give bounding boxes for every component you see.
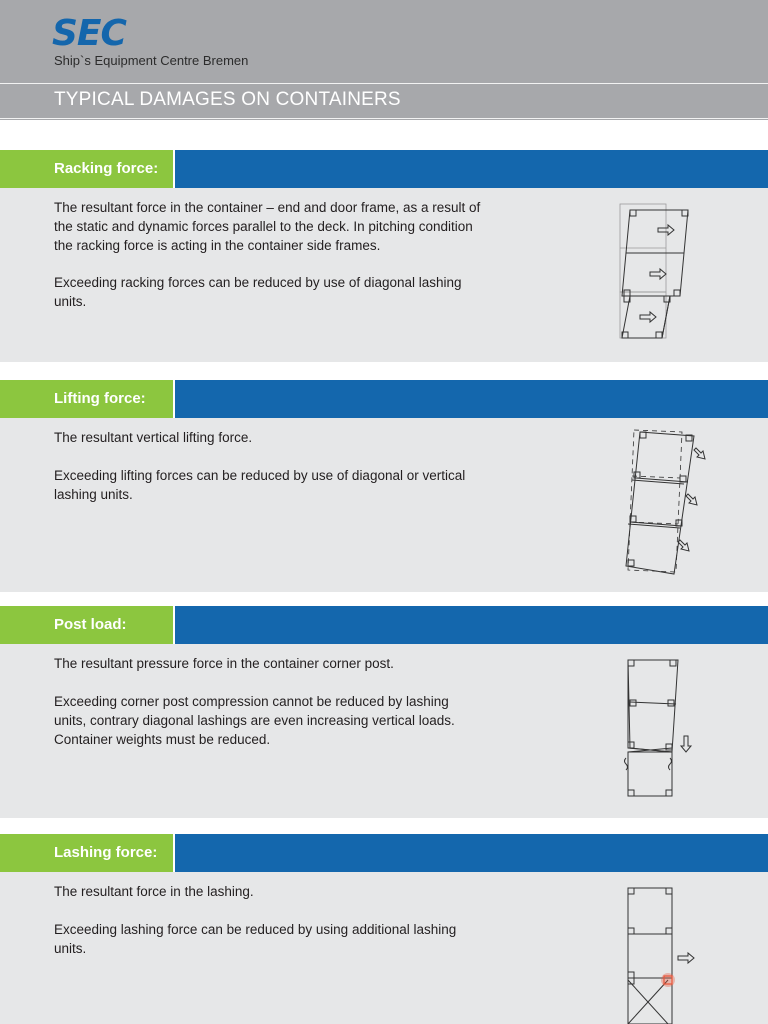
section-paragraph: The resultant force in the lashing. — [54, 884, 254, 899]
section-body — [0, 872, 768, 1024]
section-paragraph: Exceeding lifting forces can be reduced by use of diagonal or vertical lashing units. — [54, 468, 466, 502]
section-label: Post load: — [0, 606, 175, 644]
section-lashing-force — [0, 834, 768, 1024]
section-paragraph: Exceeding corner post compression cannot be reduced by lashing units, contrary diagonal lashings are even increasing vertical loads. Container weights must be reduced. — [54, 694, 455, 747]
section-paragraph: Exceeding lashing force can be reduced by using additional lashing units. — [54, 922, 457, 956]
section-paragraph: Exceeding racking forces can be reduced by use of diagonal lashing units. — [54, 275, 462, 309]
lashing-diagram — [620, 886, 710, 1024]
page-header — [0, 0, 768, 120]
section-body — [0, 418, 768, 592]
document-title: TYPICAL DAMAGES ON CONTAINERS — [54, 89, 401, 110]
header-divider — [0, 83, 768, 84]
racking-diagram — [612, 200, 702, 350]
section-body — [0, 188, 768, 362]
section-lifting-force — [0, 380, 768, 592]
section-label: Lifting force: — [0, 380, 175, 418]
section-racking-force — [0, 150, 768, 362]
company-subtitle: Ship`s Equipment Centre Bremen — [54, 53, 249, 68]
lifting-diagram — [618, 426, 718, 586]
section-body — [0, 644, 768, 818]
section-paragraph: The resultant pressure force in the container corner post. — [54, 656, 394, 671]
section-label: Racking force: — [0, 150, 175, 188]
post-load-diagram — [620, 656, 700, 806]
section-paragraph: The resultant vertical lifting force. — [54, 430, 253, 445]
header-divider — [0, 118, 768, 119]
section-paragraph: The resultant force in the container – end and door frame, as a result of the static and dynamic forces parallel to the deck. In pitching condition the racking force is acting in the container side frames. — [54, 200, 481, 253]
section-label: Lashing force: — [0, 834, 175, 872]
sec-logo: SEC — [52, 13, 126, 54]
section-post-load — [0, 606, 768, 818]
